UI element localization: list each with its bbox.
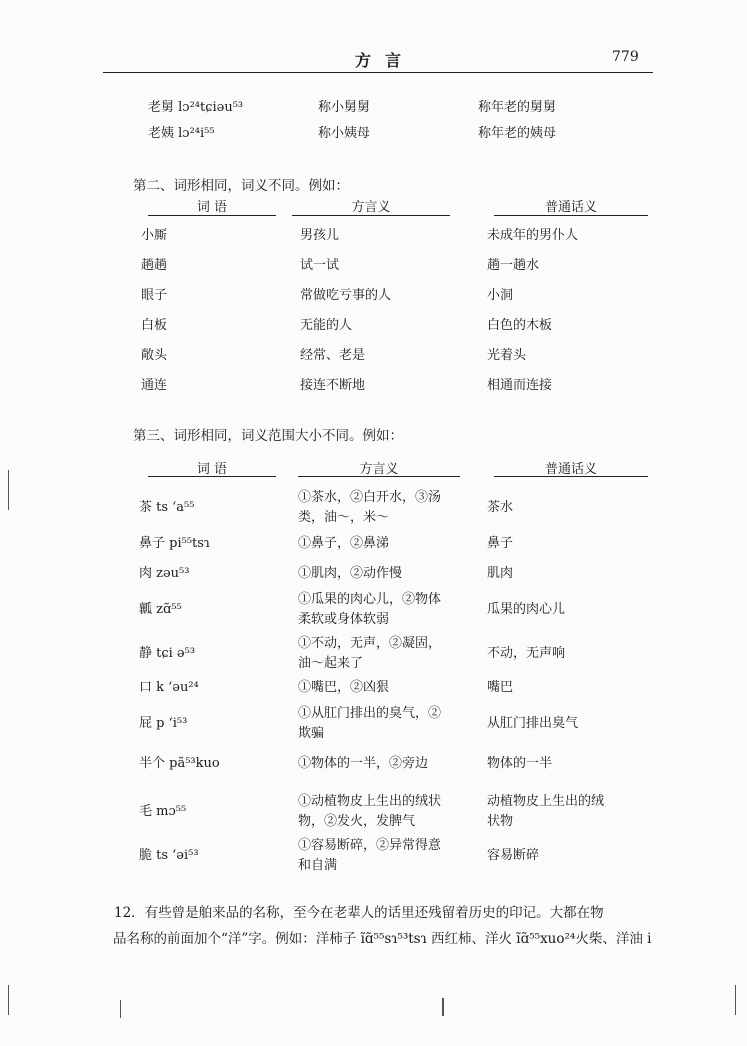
column-header-term: 词 语 [196, 462, 228, 477]
column-header-dialect: 方言义 [351, 200, 391, 215]
s2-dialect-meaning: 试一试 [300, 258, 340, 273]
kin-gloss: 称小舅舅 [318, 100, 371, 115]
kin-meaning: 称年老的姨母 [478, 126, 557, 141]
s3-dialect-meaning-line: 物，②发火，发脾气 [298, 814, 416, 829]
s3-standard-meaning: 从肛门排出臭气 [487, 716, 579, 731]
s3-dialect-meaning-line: 欺骗 [298, 726, 325, 741]
s3-dialect-meaning-line: ①肌肉，②动作慢 [298, 566, 403, 581]
s3-dialect-meaning-line: ①动植物皮上生出的绒状 [298, 794, 442, 809]
s2-dialect-meaning: 无能的人 [300, 318, 353, 333]
header-underline [148, 476, 276, 477]
scan-mark [8, 470, 9, 510]
running-header-title: 方言 [355, 51, 416, 70]
s3-term: 屁 p ʻi⁵³ [139, 716, 188, 731]
paragraph-line: 12．有些曾是舶来品的名称，至今在老辈人的话里还残留着历史的印记。大都在物 [114, 905, 604, 921]
s3-dialect-meaning-line: 类，油～，米～ [298, 510, 390, 525]
header-underline [494, 476, 648, 477]
s3-dialect-meaning-line: 和自满 [298, 858, 338, 873]
column-header-standard: 普通话义 [544, 200, 597, 215]
kin-term: 老舅 lɔ²⁴tɕiəu⁵³ [148, 100, 244, 115]
scan-mark [120, 1000, 121, 1018]
scan-mark [8, 985, 9, 1015]
s3-dialect-meaning-line: 油～起来了 [298, 656, 364, 671]
kin-gloss: 称小姨母 [318, 126, 371, 141]
s3-standard-meaning-line: 状物 [487, 814, 514, 829]
s2-dialect-meaning: 接连不断地 [300, 378, 366, 393]
s3-term: 瓤 zɑ̃⁵⁵ [139, 602, 182, 617]
s3-dialect-meaning-line: ①茶水，②白开水，③汤 [298, 490, 442, 505]
s3-term: 脆 ts ʻəi⁵³ [139, 848, 199, 863]
header-underline [148, 215, 276, 216]
s2-dialect-meaning: 男孩儿 [300, 228, 340, 243]
s3-standard-meaning: 肌肉 [487, 566, 514, 581]
s2-standard-meaning: 白色的木板 [487, 318, 553, 333]
s2-standard-meaning: 趟一趟水 [487, 258, 540, 273]
s3-dialect-meaning-line: ①嘴巴，②凶狠 [298, 680, 390, 695]
s3-dialect-meaning-line: 柔软或身体软弱 [298, 612, 390, 627]
s2-term: 白板 [141, 318, 168, 333]
header-underline [292, 215, 450, 216]
section-2-intro: 第二、词形相同，词义不同。例如： [133, 178, 349, 194]
s3-standard-meaning: 嘴巴 [487, 680, 514, 695]
s3-standard-meaning: 茶水 [487, 500, 514, 515]
s2-standard-meaning: 未成年的男仆人 [487, 228, 579, 243]
s2-dialect-meaning: 常做吃亏事的人 [300, 288, 392, 303]
s3-standard-meaning: 瓜果的肉心儿 [487, 602, 566, 617]
s3-term: 静 tɕi ə⁵³ [139, 646, 196, 661]
s3-term: 肉 zəu⁵³ [139, 566, 190, 581]
s2-term: 小厮 [141, 228, 168, 243]
s2-term: 敞头 [141, 348, 168, 363]
s3-standard-meaning: 容易断碎 [487, 848, 540, 863]
s3-dialect-meaning-line: ①物体的一半，②旁边 [298, 756, 429, 771]
s3-term: 半个 pã⁵³kuo [139, 756, 220, 771]
s2-dialect-meaning: 经常、老是 [300, 348, 366, 363]
s2-standard-meaning: 小洞 [487, 288, 514, 303]
s3-dialect-meaning-line: ①从肛门排出的臭气，② [298, 706, 442, 721]
paragraph-line: 品名称的前面加个“洋”字。例如：洋柿子 ĩɑ̃⁵⁵sɿ⁵³tsɿ 西红柿、洋火 ĩɑ̃⁵⁵xuo²⁴火柴、洋油 i [113, 931, 652, 947]
s2-term: 趟趟 [141, 258, 168, 273]
s3-term: 毛 mɔ⁵⁵ [139, 804, 187, 819]
header-rule [103, 72, 653, 73]
s3-dialect-meaning-line: ①不动，无声，②凝固， [298, 636, 442, 651]
s3-dialect-meaning-line: ①鼻子，②鼻涕 [298, 536, 390, 551]
scan-mark [442, 998, 444, 1016]
s3-term: 鼻子 pi⁵⁵tsɿ [139, 536, 210, 551]
s3-dialect-meaning-line: ①瓜果的肉心儿，②物体 [298, 592, 442, 607]
column-header-standard: 普通话义 [544, 462, 597, 477]
scan-mark [735, 985, 736, 1015]
column-header-term: 词 语 [196, 200, 228, 215]
s3-dialect-meaning-line: ①容易断碎，②异常得意 [298, 838, 442, 853]
header-underline [494, 215, 648, 216]
page-number: 779 [612, 49, 639, 65]
s2-term: 通连 [141, 378, 168, 393]
s3-standard-meaning: 不动，无声响 [487, 646, 566, 661]
s3-term: 口 k ʻəu²⁴ [139, 680, 199, 695]
s3-term: 茶 ts ʻa⁵⁵ [139, 500, 195, 515]
s3-standard-meaning-line: 动植物皮上生出的绒 [487, 794, 605, 809]
kin-meaning: 称年老的舅舅 [478, 100, 557, 115]
column-header-dialect: 方言义 [359, 462, 399, 477]
s2-standard-meaning: 光着头 [487, 348, 527, 363]
section-3-intro: 第三、词形相同，词义范围大小不同。例如： [133, 428, 403, 444]
header-underline [298, 476, 460, 477]
s2-standard-meaning: 相通而连接 [487, 378, 553, 393]
s2-term: 眼子 [141, 288, 168, 303]
kin-term: 老姨 lɔ²⁴i⁵⁵ [148, 126, 215, 141]
s3-standard-meaning: 物体的一半 [487, 756, 553, 771]
s3-standard-meaning: 鼻子 [487, 536, 514, 551]
